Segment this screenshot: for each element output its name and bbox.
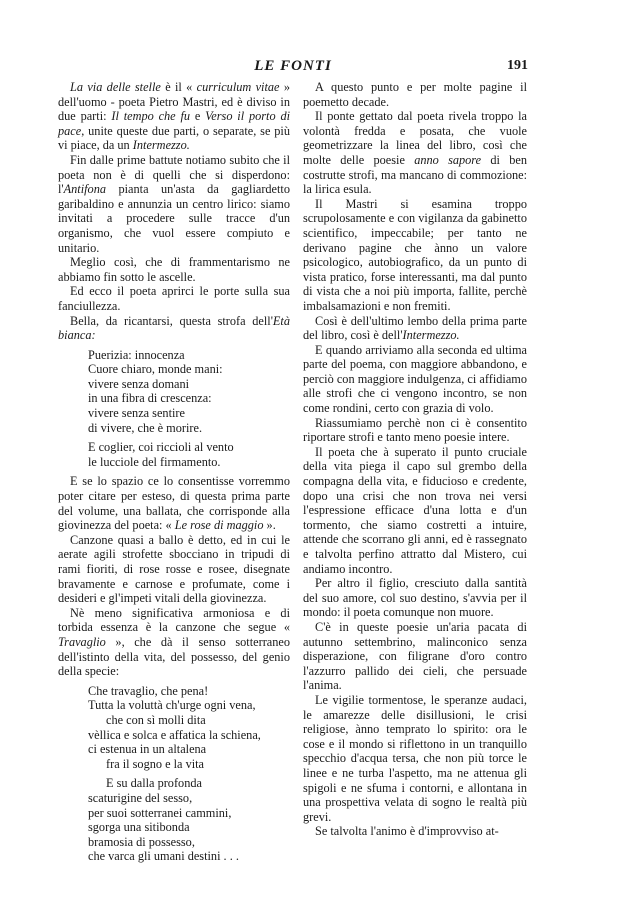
text-run: Riassumiamo perchè non ci è consentito riportare strofi e tanto meno poesie intere. [303,415,527,445]
text-run: E se lo spazio ce lo consentisse vorremmo poter citare per esteso, di questa prima parte del volume, una ballata, che corrisponde alla giovinezza del poeta: « [58,474,290,533]
running-title: LE FONTI [254,58,332,74]
text-run: ». [263,518,276,533]
text-run: Il poeta che à superato il punto cruciale della vita piega il capo sul grembo della compagna della vita, e fiducioso e credente, dopo una crisi che non trova nei versi l'espressione efficace d'una lotta e d'un tormento, che siamo costretti a intuire, attende che scorrano gli anni, ed è rassegnato e talvolta perfino attratto dal Mistero, cui andiamo incontro. [303,444,527,576]
poem-line: Che travaglio, che pena! [88,683,209,698]
text-run: Meglio così, che di frammentarismo ne abbiamo fin sotto le ascelle. [58,255,290,284]
italic-text: Travaglio [58,634,106,649]
poem-line: vivere senza domani [88,376,190,391]
text-run: di ben costrutte strofi, ma mancano di commozione: la lirica esula. [303,152,527,197]
text-run: » dell'uomo - poeta Pietro Mastri, ed è diviso in due parti: [58,80,290,124]
poem-line: che con sì molli dita [106,712,206,727]
poem-line: per suoi sotterranei cammini, [88,805,232,820]
text-run: Canzone quasi a ballo è detto, ed in cui le aerate agili strofette sbocciano in tripudi di rami fioriti, di rose rosse e rosee, disegnate bravamente e carnose e profumate, come i desideri e gl'impeti vitali della giovinezza. [58,532,290,606]
poem-line: vèllica e solca e affatica la schiena, [88,727,261,742]
poem-line: le lucciole del firmamento. [88,454,221,469]
poem-quote [88,684,290,864]
text-run: pianta un'asta da gagliardetto garibaldino e annunzia un centro lirico: siamo invitati a procedere sulle tracce d'un organismo, che vuol essere compiuto e unitario. [58,182,290,255]
italic-text: La via delle stelle [70,80,161,94]
poem-line: vivere senza sentire [88,406,185,421]
text-run: Nè meno significativa armoniosa e di torbida essenza è la canzone che segue « [58,605,290,635]
paragraph [303,693,527,824]
text-run: Bella, da ricantarsi, questa strofa dell' [70,313,273,328]
paragraph [303,197,527,314]
text-run: Fin dalle prime battute notiamo subito che il poeta non è di quelli che si disperdono: l' [58,152,290,197]
poem-line: ci estenua in un altalena [88,742,207,757]
paragraph [58,255,290,284]
poem-line: sgorga una sitibonda [88,820,190,835]
poem-line: di vivere, che è morire. [88,420,203,435]
poem-line: Cuore chiaro, monde mani: [88,362,223,377]
text-run: è il « [160,80,197,94]
paragraph [58,474,290,532]
text-run: Così è dell'ultimo lembo della prima parte del libro, così è dell' [303,313,527,343]
poem-line: Tutta la voluttà ch'urge ogni vena, [88,698,256,713]
text-run: Il ponte gettato dal poeta rivela troppo la volontà fredda e posata, che vuole geometrizzare la linea del libro, così che molte delle poesie [303,109,527,167]
poem-line: scaturigine del sesso, [88,790,193,805]
italic-text: Antifona [63,182,106,197]
text-run: , unite queste due parti, o separate, se più vi piace, da un [58,123,290,153]
text-run: », che dà il senso sotterraneo dell'istinto della vita, del possesso, del genio della specie: [58,634,290,679]
italic-text: Le rose di maggio [174,518,264,533]
text-run: E quando arriviamo alla seconda ed ultima parte del poema, con maggiore abbandono, e perciò con maggiore indulgenza, ci affidiamo alle strofi che ci vengono incontro, se non come rondini, certo con grazia di volo. [303,342,527,416]
italic-text: Intermezzo. [402,328,460,343]
paragraph [303,445,527,576]
text-run: Il Mastri si esamina troppo scrupolosamente e con vigilanza da gabinetto scientifico, impeccabile; per tanto ne derivano pagine che ànno un valore psicologico, autobiografico, da un punto di vista pratico, forse interessanti, ma dal punto di vista che a noi più importa, fallite, perchè imbalsamazioni e non fremiti. [303,196,527,313]
paragraph [58,533,290,606]
paragraph [303,576,527,620]
left-column [58,80,290,869]
poem-line: che varca gli umani destini . . . [88,849,239,864]
paragraph [58,606,290,679]
paragraph [58,284,290,313]
right-column [303,80,527,839]
paragraph [58,80,290,153]
text-run: Ed ecco il poeta aprirci le porte sulla sua fanciullezza. [58,284,290,313]
italic-text: Il tempo che fu [111,109,191,124]
text-run: A questo punto e per molte pagine il poemetto decade. [303,80,527,109]
poem-line: Puerizia: innocenza [88,347,185,362]
paragraph [303,620,527,693]
paragraph [303,314,527,343]
text-run: Per altro il figlio, cresciuto dalla santità del suo amore, col suo destino, s'avvia per il mondo: il poeta comunque non muore. [303,576,527,620]
italic-text: Età bianca: [58,313,290,343]
text-run: Se talvolta l'animo è d'improvviso at- [315,824,499,839]
poem-line: in una fibra di crescenza: [88,391,212,406]
paragraph [303,80,527,109]
poem-line: fra il sogno e la vita [106,756,205,771]
poem-quote [88,348,290,470]
poem-line: E su dalla profonda [106,776,202,791]
paragraph [58,153,290,255]
poem-line: bramosia di possesso, [88,834,195,849]
italic-text: curriculum vitae [196,80,280,94]
italic-text: anno sapore [414,152,482,167]
paragraph [303,343,527,416]
italic-text: Verso il porto di pace [58,109,291,138]
paragraph [303,416,527,445]
paragraph [303,109,527,197]
poem-line: E coglier, coi riccioli al vento [88,440,234,455]
paragraph [58,314,290,343]
page-header [58,58,528,80]
italic-text: Intermezzo. [132,138,190,153]
text-run: Le vigilie tormentose, le speranze audaci, le amarezze delle disillusioni, le crisi religiose, ànno temprato lo spirito: ora le cose e il mondo si riflettono in un tranquillo specchio d'acqua tersa, che non più torce le linee e ne turba l'aspetto, ma ne attenua gli spigoli e ne sfuma i contorni, e allontana in una prospettiva velata di sogno le realtà più grevi. [303,692,527,824]
page-number: 191 [507,58,528,73]
text-run: C'è in queste poesie un'aria pacata di autunno settembrino, malinconico senza disperazione, con filigrane d'oro contro l'azzurro pallido dei cieli, che persuade l'anima. [303,619,527,693]
paragraph [303,824,527,839]
text-run: e [190,109,206,124]
